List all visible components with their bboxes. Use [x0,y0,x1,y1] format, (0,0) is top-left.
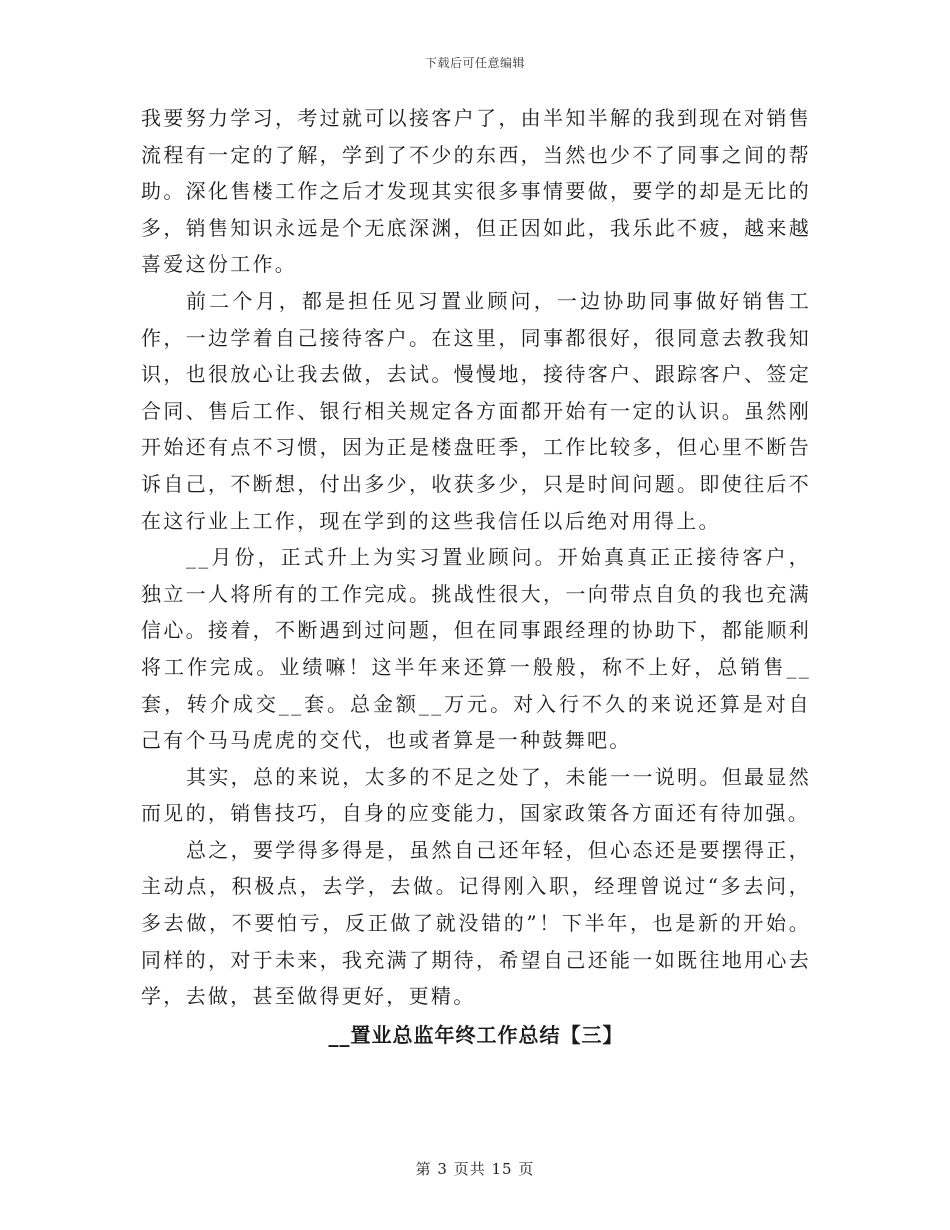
paragraph-2: 前二个月，都是担任见习置业顾问，一边协助同事做好销售工作，一边学着自己接待客户。在这里，同事都很好，很同意去教我知识，也很放心让我去做，去试。慢慢地，接待客户、跟踪客户、签定合同、售后工作、银行相关规定各方面都开始有一定的认识。虽然刚开始还有点不习惯，因为正是楼盘旺季，工作比较多，但心里不断告诉自己，不断想，付出多少，收获多少，只是时间问题。即使往后不在这行业上工作，现在学到的这些我信任以后绝对用得上。 [141,288,811,533]
page-header: 下载后可任意编辑 [424,56,525,70]
page-footer: 第 3 页共 15 页 [415,1160,535,1178]
paragraph-5: 总之，要学得多得是，虽然自己还年轻，但心态还是要摆得正，主动点，积极点，去学，去做。记得刚入职，经理曾说过“多去问，多去做，不要怕亏，反正做了就没错的”！下半年，也是新的开始。同样的，对于未来，我充满了期待，希望自己还能一如既往地用心去学，去做，甚至做得更好，更精。 [141,837,811,1009]
paragraph-1: 我要努力学习，考过就可以接客户了，由半知半解的我到现在对销售流程有一定的了解，学到了不少的东西，当然也少不了同事之间的帮助。深化售楼工作之后才发现其实很多事情要做，要学的却是无比的多，销售知识永远是个无底深渊，但正因如此，我乐此不疲，越来越喜爱这份工作。 [141,106,811,277]
document-body [141,100,811,1053]
paragraph-3: __月份，正式升上为实习置业顾问。开始真真正正接待客户，独立一人将所有的工作完成。挑战性很大，一向带点自负的我也充满信心。接着，不断遇到过问题，但在同事跟经理的协助下，都能顺利将工作完成。业绩嘛！这半年来还算一般般，称不上好，总销售__套，转介成交__套。总金额__万元。对入行不久的来说还算是对自己有个马马虎虎的交代，也或者算是一种鼓舞吧。 [141,545,811,753]
paragraph-4: 其实，总的来说，太多的不足之处了，未能一一说明。但最显然而见的，销售技巧，自身的应变能力，国家政策各方面还有待加强。 [141,764,811,826]
section-heading: __置业总监年终工作总结【三】 [328,1022,624,1047]
